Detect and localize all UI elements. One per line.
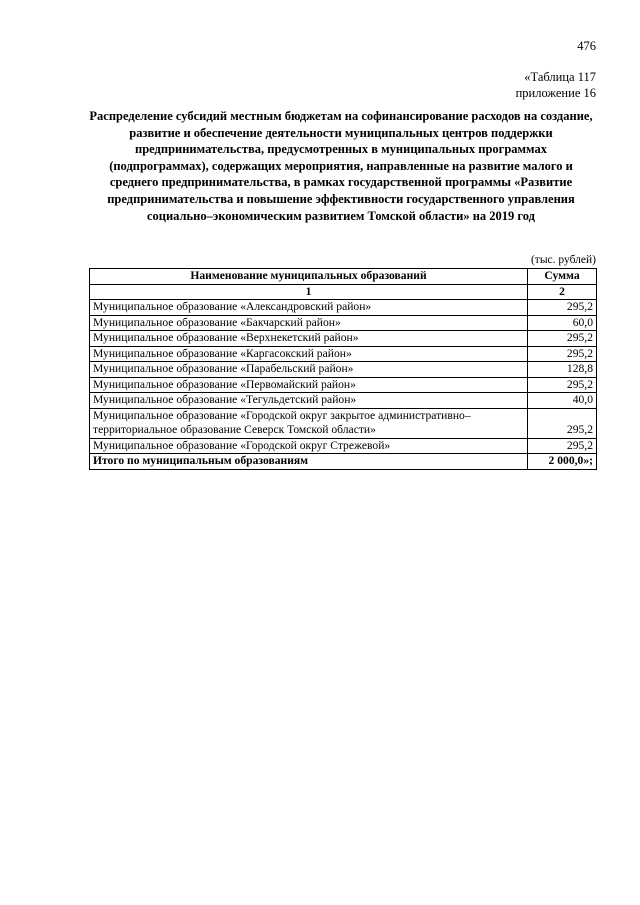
table-row [90, 438, 597, 454]
municipality-name: Муниципальное образование «Городской округ Стрежевой» [90, 438, 528, 454]
table-reference-line-1: «Таблица 117 [524, 70, 596, 84]
subsidy-sum: 128,8 [528, 362, 597, 378]
subsidy-sum: 295,2 [528, 377, 597, 393]
units-note: (тыс. рублей) [530, 254, 596, 266]
document-title: Распределение субсидий местным бюджетам на софинансирование расходов на создание, развитие и обеспечение деятельности муниципальных центров поддержки предпринимательства, предусмотренных в муниципальных программах (подпрограммах), содержащих мероприятия, направленные на развитие малого и среднего предпринимательства, в рамках государственной программы «Развитие предпринимательства и повышение эффективности государственного управления социально–экономическим развитием Томской области» на 2019 год [89, 109, 593, 223]
table-row [90, 408, 597, 438]
subsidy-table [89, 268, 597, 470]
table-row [90, 377, 597, 393]
municipality-name: Муниципальное образование «Бакчарский район» [90, 315, 528, 331]
total-row [90, 454, 597, 470]
subsidy-sum: 295,2 [528, 331, 597, 347]
municipality-name: Муниципальное образование «Верхнекетский район» [90, 331, 528, 347]
total-label: Итого по муниципальным образованиям [90, 454, 528, 470]
table-reference-line-2: приложение 16 [515, 86, 596, 100]
table-row [90, 346, 597, 362]
table-header-row [90, 269, 597, 285]
subsidy-sum: 40,0 [528, 393, 597, 409]
table-row [90, 362, 597, 378]
municipality-name: Муниципальное образование «Каргасокский район» [90, 346, 528, 362]
table-row [90, 315, 597, 331]
table-row [90, 331, 597, 347]
subsidy-sum: 295,2 [528, 346, 597, 362]
subsidy-sum: 295,2 [528, 300, 597, 316]
subsidy-sum: 295,2 [528, 408, 597, 438]
subsidy-sum: 295,2 [528, 438, 597, 454]
header-municipality: Наименование муниципальных образований [90, 269, 528, 285]
subsidy-sum: 60,0 [528, 315, 597, 331]
table-reference [396, 69, 596, 101]
total-sum: 2 000,0»; [528, 454, 597, 470]
page-number: 476 [577, 39, 596, 53]
municipality-name: Муниципальное образование «Первомайский район» [90, 377, 528, 393]
table-row [90, 393, 597, 409]
municipality-name: Муниципальное образование «Тегульдетский район» [90, 393, 528, 409]
column-number-2: 2 [528, 284, 597, 300]
municipality-name: Муниципальное образование «Александровский район» [90, 300, 528, 316]
header-sum: Сумма [528, 269, 597, 285]
municipality-name: Муниципальное образование «Парабельский район» [90, 362, 528, 378]
table-row [90, 300, 597, 316]
column-number-1: 1 [90, 284, 528, 300]
municipality-name: Муниципальное образование «Городской округ закрытое административно–территориальное образование Северск Томской области» [90, 408, 528, 438]
column-number-row [90, 284, 597, 300]
